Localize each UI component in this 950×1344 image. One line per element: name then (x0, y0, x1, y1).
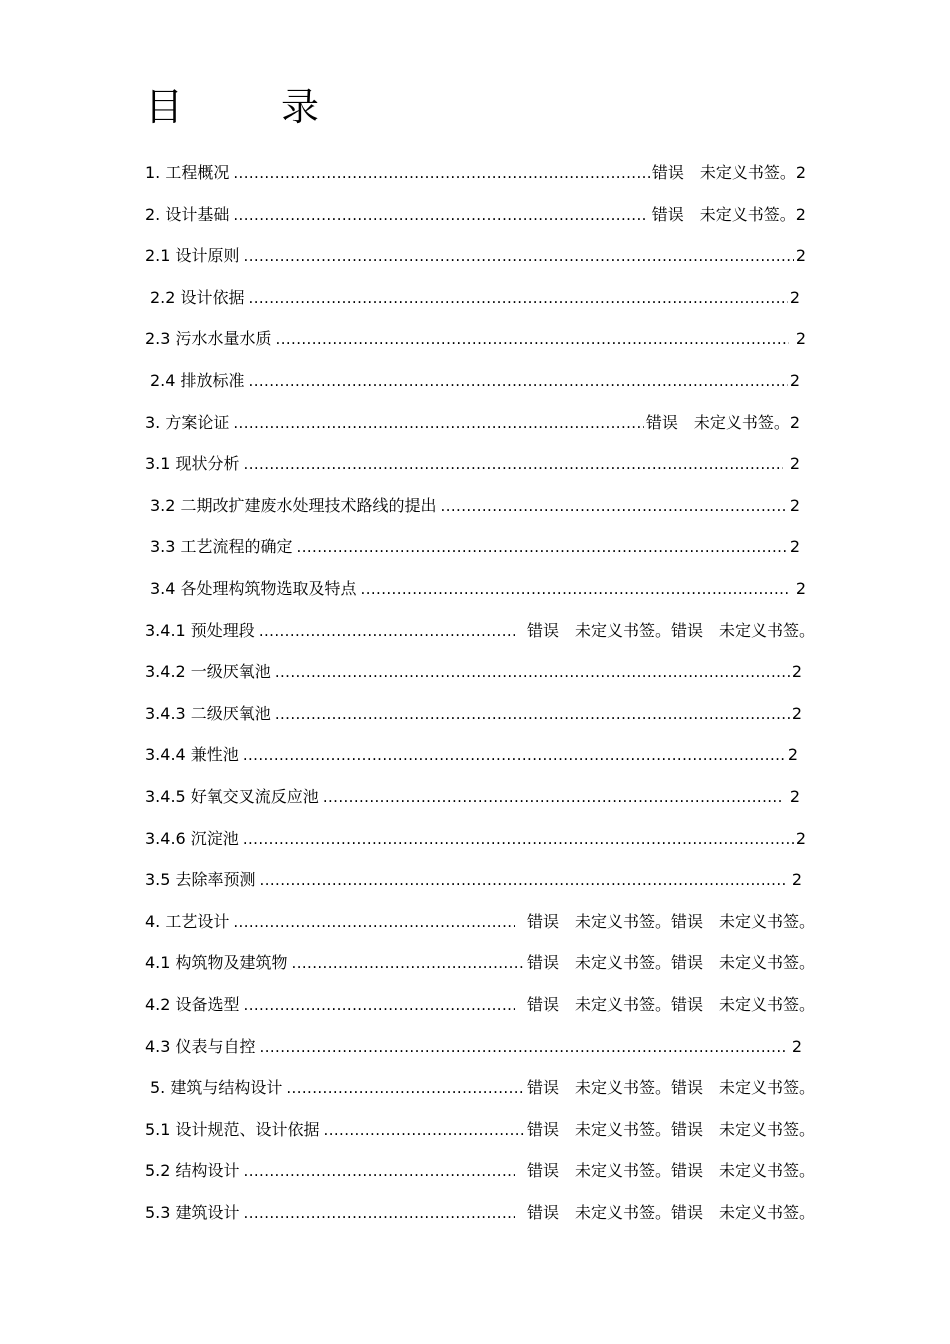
toc-leader-dots (233, 200, 644, 230)
toc-entry-label: 2.3 污水水量水质 (145, 329, 272, 349)
toc-entry[interactable] (150, 366, 800, 396)
toc-entry[interactable] (145, 948, 815, 978)
toc-leader-dots (233, 158, 649, 188)
toc-entry[interactable] (145, 657, 802, 687)
toc-entry[interactable] (145, 740, 798, 770)
toc-entry-page: 2 (784, 454, 800, 474)
toc-entry-page: 错误 未定义书签。错误 未定义书签。 (516, 1161, 815, 1181)
toc-leader-dots (276, 324, 789, 354)
toc-entry-label: 1. 工程概况 (145, 163, 230, 182)
toc-leader-dots (260, 1032, 785, 1062)
toc-entry-page: 2 (787, 745, 798, 765)
toc-leader-dots (324, 1115, 525, 1145)
toc-entry-page: 错误 未定义书签。错误 未定义书签。 (526, 953, 815, 973)
toc-entry[interactable] (145, 1032, 802, 1062)
toc-entry-page: 错误 未定义书签。错误 未定义书签。 (526, 1078, 815, 1098)
toc-entry-page: 错误 未定义书签。错误 未定义书签。 (516, 620, 815, 640)
toc-entry-label: 2. 设计基础 (145, 204, 230, 224)
toc-entry-page: 2 (791, 703, 802, 723)
toc-leader-dots (244, 990, 515, 1020)
toc-entry-label: 2.1 设计原则 (145, 246, 240, 266)
toc-entry-page: 2 (789, 537, 800, 557)
toc-entry-page: 2 (789, 287, 800, 307)
toc-leader-dots (243, 824, 794, 854)
toc-leader-dots (244, 241, 794, 271)
toc-entry-label: 5.2 结构设计 (145, 1161, 240, 1181)
toc-entry-page: 2 (786, 870, 802, 890)
toc-entry-label: 3.4.5 好氧交叉流反应池 (145, 787, 319, 806)
toc-entry-page: 2 (786, 1036, 802, 1056)
toc-entry-label: 5.1 设计规范、设计依据 (145, 1119, 320, 1139)
toc-entry[interactable] (145, 200, 806, 230)
toc-entry[interactable] (145, 616, 815, 646)
toc-entry-label: 3.4.1 预处理段 (145, 620, 255, 640)
toc-leader-dots (297, 532, 788, 562)
toc-entry[interactable] (145, 1198, 815, 1228)
toc-entry-label: 3.1 现状分析 (145, 454, 240, 474)
toc-entry[interactable] (145, 241, 806, 271)
toc-entry-label: 4.3 仪表与自控 (145, 1036, 256, 1056)
toc-entry[interactable] (145, 408, 800, 438)
toc-entry-label: 4.2 设备选型 (145, 995, 240, 1014)
toc-leader-dots (249, 283, 788, 313)
toc-entry-page: 错误 未定义书签。错误 未定义书签。 (516, 995, 815, 1014)
toc-entry-label: 5. 建筑与结构设计 (150, 1078, 283, 1098)
toc-entry-page: 2 (795, 828, 806, 848)
toc-entry-label: 3.4.6 沉淀池 (145, 828, 239, 848)
toc-entry[interactable] (145, 324, 806, 354)
toc-entry-label: 3.4.4 兼性池 (145, 745, 239, 765)
toc-entry-label: 4. 工艺设计 (145, 911, 230, 931)
toc-entry-page: 错误 未定义书签。错误 未定义书签。 (516, 1203, 815, 1222)
toc-entry[interactable] (145, 782, 800, 812)
toc-leader-dots (275, 699, 790, 729)
toc-entry-label: 3.4.3 二级厌氧池 (145, 703, 271, 723)
toc-entry[interactable] (145, 1115, 815, 1145)
toc-entry-label: 5.3 建筑设计 (145, 1203, 240, 1222)
toc-title: 目 录 (145, 85, 350, 129)
toc-leader-dots (323, 782, 783, 812)
toc-entry-page: 2 (790, 579, 806, 598)
toc-entry[interactable] (145, 699, 802, 729)
toc-entry-label: 3.4 各处理构筑物选取及特点 (150, 579, 357, 598)
toc-entry-page: 错误 未定义书签。错误 未定义书签。 (516, 911, 815, 931)
toc-leader-dots (275, 657, 790, 687)
toc-entry-label: 3.2 二期改扩建废水处理技术路线的提出 (150, 495, 437, 515)
toc-leader-dots (233, 907, 514, 937)
toc-entry[interactable] (150, 1073, 815, 1103)
toc-entry[interactable] (145, 449, 800, 479)
toc-entry-page: 错误 未定义书签。2 (651, 163, 806, 182)
toc-entry[interactable] (145, 865, 802, 895)
toc-leader-dots (286, 1073, 525, 1103)
toc-leader-dots (243, 740, 786, 770)
toc-leader-dots (260, 865, 785, 895)
toc-entry-page: 2 (789, 495, 800, 515)
toc-leader-dots (233, 408, 643, 438)
toc-entry[interactable] (145, 1156, 815, 1186)
toc-leader-dots (244, 1156, 515, 1186)
toc-entry-label: 4.1 构筑物及建筑物 (145, 953, 288, 973)
toc-leader-dots (361, 574, 789, 604)
toc-entry-label: 3. 方案论证 (145, 412, 230, 432)
toc-entry-page: 2 (784, 787, 800, 806)
toc-leader-dots (292, 948, 525, 978)
toc-entry-label: 3.5 去除率预测 (145, 870, 256, 890)
toc-entry-page: 错误 未定义书签。错误 未定义书签。 (526, 1119, 815, 1139)
toc-entry[interactable] (145, 824, 806, 854)
toc-entry-label: 2.2 设计依据 (150, 287, 245, 307)
toc-entry[interactable] (145, 158, 806, 188)
toc-entry-label: 2.4 排放标准 (150, 371, 245, 390)
toc-leader-dots (259, 616, 515, 646)
toc-entry[interactable] (150, 532, 800, 562)
toc-entry-page: 2 (790, 329, 806, 349)
toc-entry-page: 2 (795, 246, 806, 266)
toc-entry[interactable] (145, 990, 815, 1020)
toc-entry-label: 3.4.2 一级厌氧池 (145, 662, 271, 682)
toc-entry[interactable] (150, 491, 800, 521)
toc-entry[interactable] (145, 907, 815, 937)
toc-leader-dots (244, 1198, 515, 1228)
toc-entry-page: 2 (789, 371, 800, 390)
toc-entry-page: 错误 未定义书签。2 (646, 204, 806, 224)
toc-leader-dots (244, 449, 783, 479)
toc-entry-page: 错误 未定义书签。2 (645, 412, 800, 432)
toc-entry[interactable] (150, 574, 806, 604)
toc-leader-dots (249, 366, 788, 396)
toc-leader-dots (441, 491, 788, 521)
toc-entry[interactable] (150, 283, 800, 313)
toc-entry-page: 2 (791, 662, 802, 682)
toc-entry-label: 3.3 工艺流程的确定 (150, 537, 293, 557)
